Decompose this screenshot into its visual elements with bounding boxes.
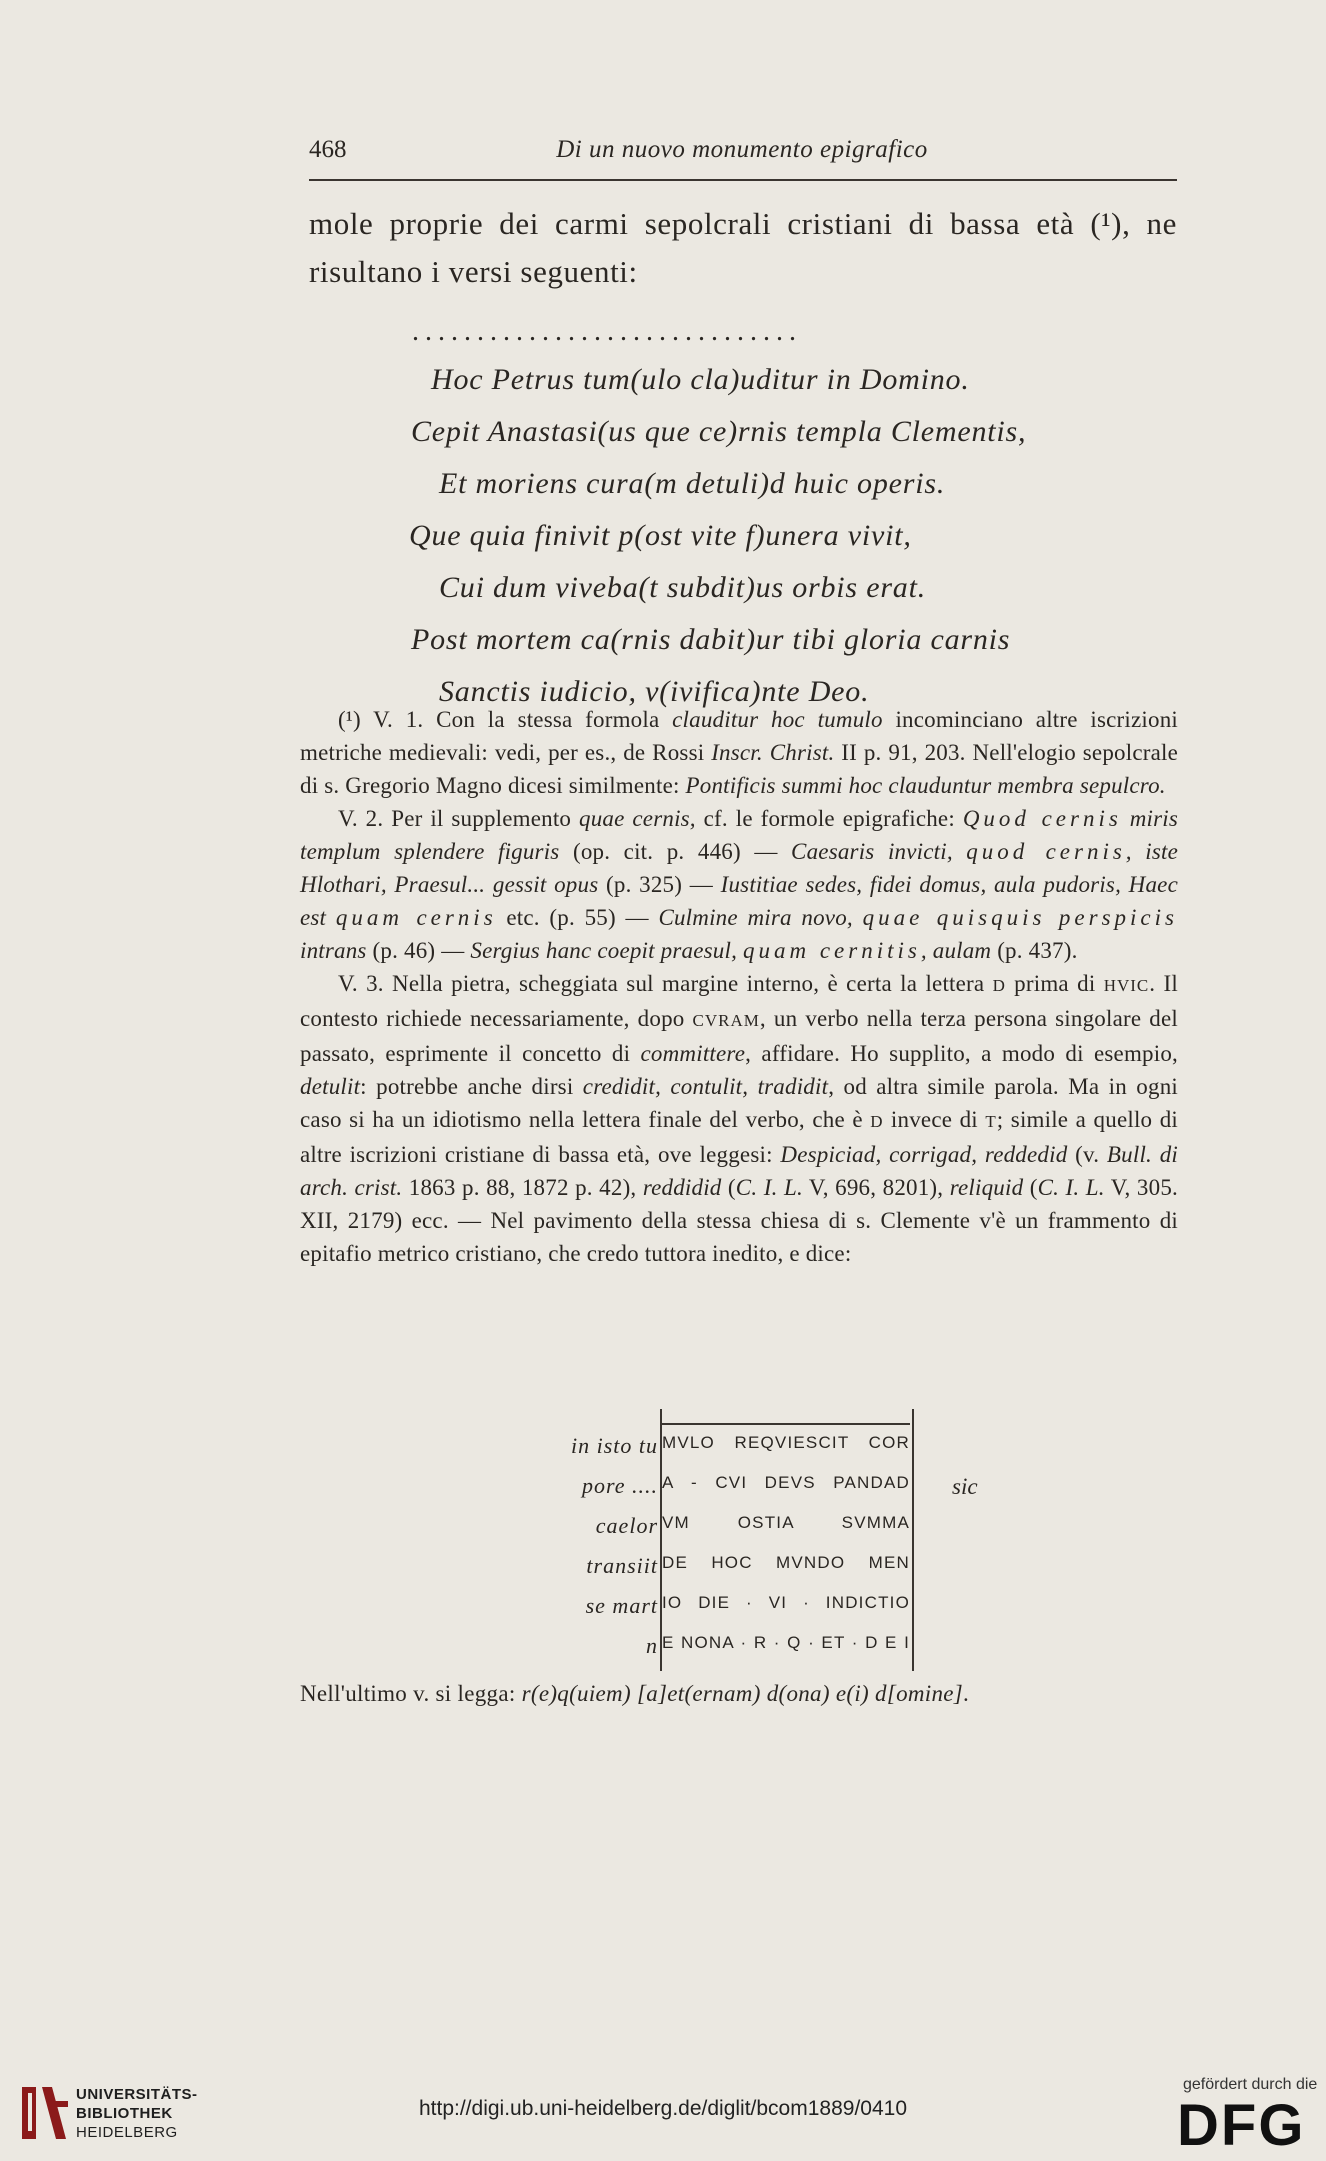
inscription-reading: caelor bbox=[595, 1513, 658, 1538]
footnote-v2: V. 2. Per il supplemento quae cernis, cf. le formole epigrafiche: Quod cernis miris templum splendere figuris (op. cit. p. 446) — Caesaris invicti, quod cernis, iste Hlothari, Praesul... gessit opus (p. 325) — Iustitiae sedes, fidei domus, aula pudoris, Haec est quam cernis etc. (p. 55) — Culmine mira novo, quae quisquis perspicis intrans (p. 46) — Sergius hanc coepit praesul, quam cernitis, aulam (p. 437). bbox=[300, 806, 1178, 963]
sic-annotation: sic bbox=[952, 1474, 978, 1499]
running-title: Di un nuovo monumento epigrafico bbox=[556, 136, 928, 163]
ellipsis-line: .............................. bbox=[412, 316, 802, 347]
inscription-text: VM OSTIA SVMMA bbox=[662, 1513, 910, 1532]
inscription-top-edge bbox=[662, 1423, 910, 1425]
intro-paragraph: mole proprie dei carmi sepolcrali cristiani di bassa età (¹), ne risultano i versi seguenti: bbox=[309, 206, 1177, 289]
verse-line: Et moriens cura(m detuli)d huic operis. bbox=[439, 467, 946, 500]
inscription-row bbox=[520, 1593, 1020, 1629]
page-header bbox=[309, 136, 1175, 172]
source-url-link[interactable]: http://digi.ub.uni-heidelberg.de/diglit/bcom1889/0410 bbox=[418, 2097, 907, 2120]
library-name: UNIVERSITÄTS- BIBLIOTHEK HEIDELBERG bbox=[76, 2086, 198, 2141]
verse-line: Cepit Anastasi(us que ce)rnis templa Clementis, bbox=[411, 415, 1027, 448]
inscription-reading: n bbox=[646, 1633, 658, 1658]
inscription-text: E NONA · R · Q · ET · D E I bbox=[662, 1633, 910, 1652]
funding-note: gefördert durch die bbox=[1183, 2076, 1318, 2093]
footnote-1: (¹) V. 1. Con la stessa formola clauditur hoc tumulo incominciano altre iscrizioni metriche medievali: vedi, per es., de Rossi Inscr. Christ. II p. 91, 203. Nell'elogio sepolcrale di s. Gregorio Magno dicesi similmente: Pontificis summi hoc clauduntur membra sepulcro. bbox=[300, 707, 1179, 798]
inscription-row bbox=[520, 1473, 1020, 1509]
verse-line: Hoc Petrus tum(ulo cla)uditur in Domino. bbox=[431, 363, 970, 396]
inscription-row bbox=[520, 1633, 1020, 1669]
inscription-text: DE HOC MVNDO MEN bbox=[662, 1553, 910, 1572]
inscription-row bbox=[520, 1433, 1020, 1469]
inscription-text: MVLO REQVIESCIT COR bbox=[662, 1433, 910, 1452]
header-rule bbox=[309, 179, 1177, 181]
inscription-transcription bbox=[520, 1409, 1020, 1671]
inscription-text: A - CVI DEVS PANDAD bbox=[662, 1473, 910, 1492]
inscription-row bbox=[520, 1553, 1020, 1589]
inscription-reading: transiit bbox=[586, 1553, 658, 1578]
verse-line: Post mortem ca(rnis dabit)ur tibi gloria carnis bbox=[411, 623, 1011, 656]
footnote-v3: V. 3. Nella pietra, scheggiata sul margine interno, è certa la lettera D prima di HVIC. Il contesto richiede necessariamente, dopo CVRAM, un verbo nella terza persona singolare del passato, esprimente il concetto di committere, affidare. Ho supplito, a modo di esempio, detulit: potrebbe anche dirsi credidit, contulit, tradidit, od altra simile parola. Ma in ogni caso si ha un idiotismo nella lettera finale del verbo, che è D invece di T; simile a quello di altre iscrizioni cristiane di bassa età, ove leggesi: Despiciad, corrigad, reddedid (v. Bull. di arch. crist. 1863 p. 88, 1872 p. 42), reddidid (C. I. L. V, 696, 8201), reliquid (C. I. L. V, 305. XII, 2179) ecc. — Nel pavimento della stessa chiesa di s. Clemente v'è un frammento di epitafio metrico cristiano, che credo tuttora inedito, e dice: bbox=[300, 971, 1179, 1266]
inscription-row bbox=[520, 1513, 1020, 1549]
verse-line: Sanctis iudicio, v(ivifica)nte Deo. bbox=[439, 675, 870, 708]
inscription-reading: pore .... bbox=[581, 1473, 658, 1498]
inscription-reading: in isto tu bbox=[570, 1433, 658, 1458]
verse-line: Cui dum viveba(t subdit)us orbis erat. bbox=[439, 571, 927, 604]
dfg-logo[interactable]: DFG bbox=[1177, 2093, 1306, 2158]
page-number: 468 bbox=[309, 136, 347, 163]
inscription-text: IO DIE · VI · INDICTIO bbox=[662, 1593, 910, 1612]
closing-line: Nell'ultimo v. si legga: r(e)q(uiem) [a]et(ernam) d(ona) e(i) d[omine]. bbox=[300, 1681, 970, 1706]
inscription-reading: se mart bbox=[585, 1593, 658, 1618]
verse-line: Que quia finivit p(ost vite f)unera vivit, bbox=[409, 519, 912, 552]
footnotes bbox=[300, 703, 1178, 1270]
